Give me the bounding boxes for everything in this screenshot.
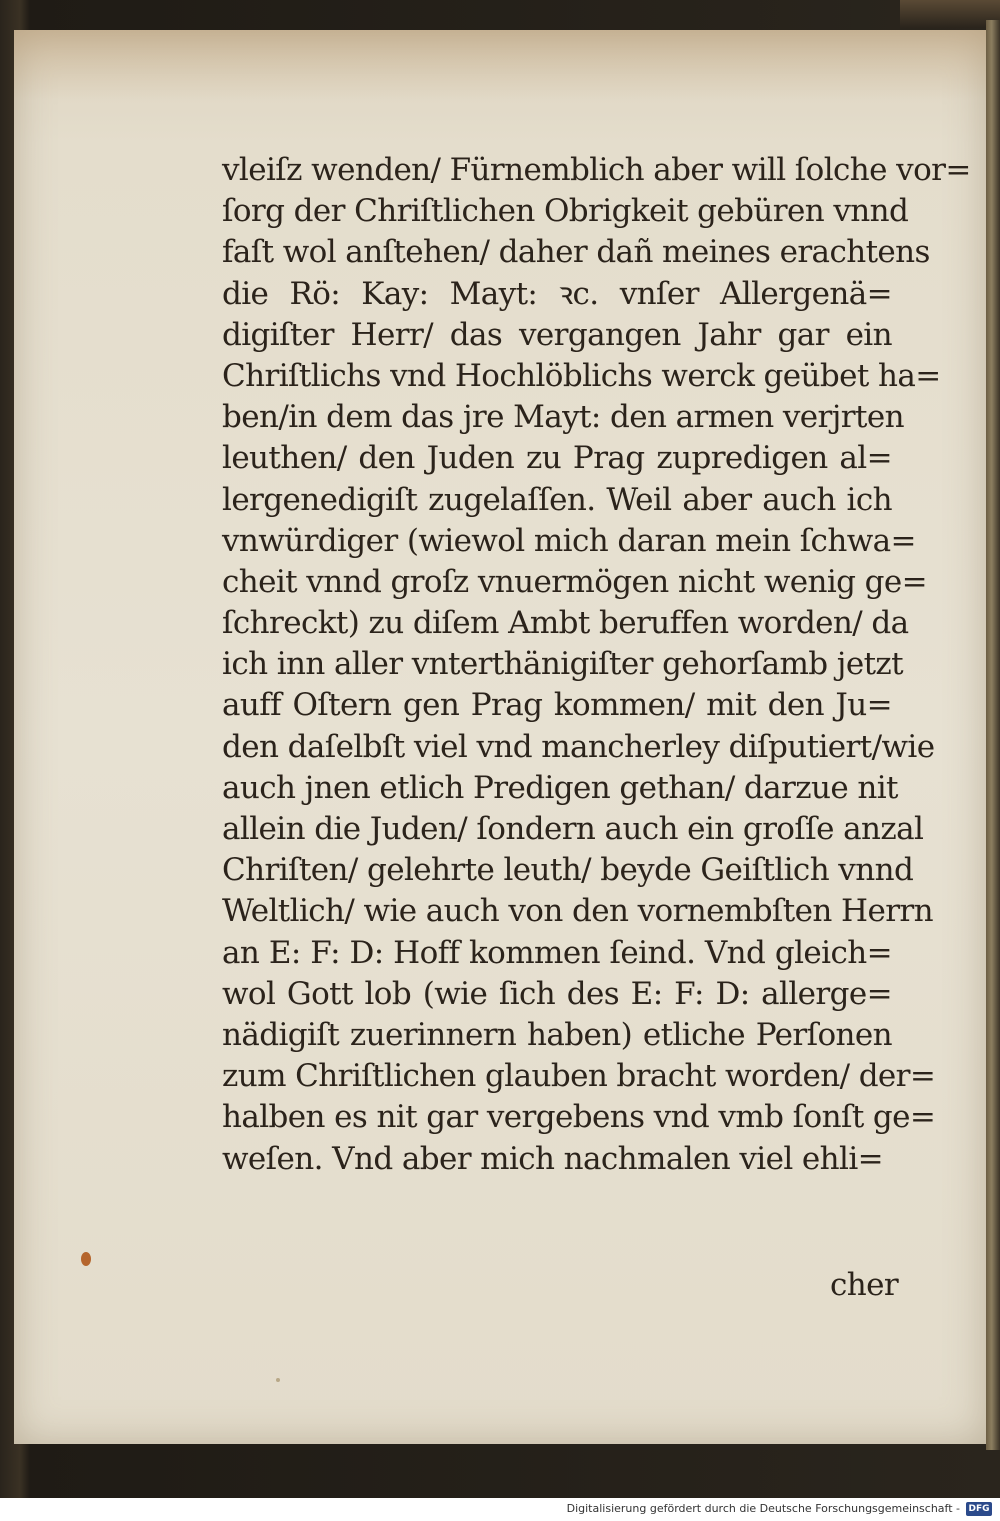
catchword: cher xyxy=(830,1267,899,1303)
page-body-text xyxy=(222,150,971,1180)
text-line: digiſter Herr/ das vergangen Jahr gar ein xyxy=(222,316,892,353)
text-line: Weltlich/ wie auch von den vornembſten Herrn xyxy=(222,893,934,930)
text-line: ſchreckt) zu diſem Ambt beruffen worden/ da xyxy=(222,605,909,642)
text-line: auch jnen etlich Predigen gethan/ darzue nit xyxy=(222,769,898,806)
text-line: halben es nit gar vergebens vnd vmb ſonſt ge= xyxy=(222,1099,936,1136)
text-line: nädigiſt zuerinnern haben) etliche Perſonen xyxy=(222,1016,892,1053)
ink-spot xyxy=(81,1252,91,1266)
scan-top-edge xyxy=(900,0,1000,28)
text-line: allein die Juden/ ſondern auch ein groſſe anzal xyxy=(222,811,924,847)
text-line: auff Oſtern gen Prag kommen/ mit den Ju= xyxy=(222,687,892,724)
text-line: an E: F: D: Hoff kommen ſeind. Vnd gleich= xyxy=(222,934,892,971)
text-line: faſt wol anſtehen/ daher dañ meines erachtens xyxy=(222,234,930,271)
text-line: Chriſten/ gelehrte leuth/ beyde Geiſtlich vnnd xyxy=(222,852,914,889)
text-line: wol Gott lob (wie ſich des E: F: D: allerge= xyxy=(222,975,892,1012)
text-line: die Rö: Kay: Mayt: ꝛc. vnſer Allergenä= xyxy=(222,275,892,312)
text-line: vleiſz wenden/ Fürnemblich aber will ſolche vor= xyxy=(222,152,971,188)
text-line: cheit vnnd groſz vnuermögen nicht wenig ge= xyxy=(222,563,928,600)
funding-credit: Digitalisierung gefördert durch die Deutsche Forschungsgemeinschaft - xyxy=(566,1502,960,1515)
text-line: Chriſtlichs vnd Hochlöblichs werck geübet ha= xyxy=(222,357,941,394)
text-line: leuthen/ den Juden zu Prag zupredigen al= xyxy=(222,440,892,477)
text-line: zum Chriſtlichen glauben bracht worden/ der= xyxy=(222,1058,936,1095)
text-line: weſen. Vnd aber mich nachmalen viel ehli= xyxy=(222,1140,884,1177)
text-line: ſorg der Chriſtlichen Obrigkeit gebüren vnnd xyxy=(222,193,909,230)
book-edge xyxy=(986,20,1000,1450)
paper-speck xyxy=(276,1378,280,1382)
footer-bar xyxy=(0,1498,1000,1521)
text-line: ich inn aller vnterthänigiſter gehorſamb jetzt xyxy=(222,646,904,683)
text-line: lergenedigiſt zugelaſſen. Weil aber auch ich xyxy=(222,481,892,518)
text-line: vnwürdiger (wiewol mich daran mein ſchwa= xyxy=(222,522,916,559)
dfg-logo-icon: DFG xyxy=(966,1502,992,1516)
text-line: den daſelbſt viel vnd mancherley diſputiert/wie xyxy=(222,728,935,765)
text-line: ben/in dem das jre Mayt: den armen verjrten xyxy=(222,399,904,436)
